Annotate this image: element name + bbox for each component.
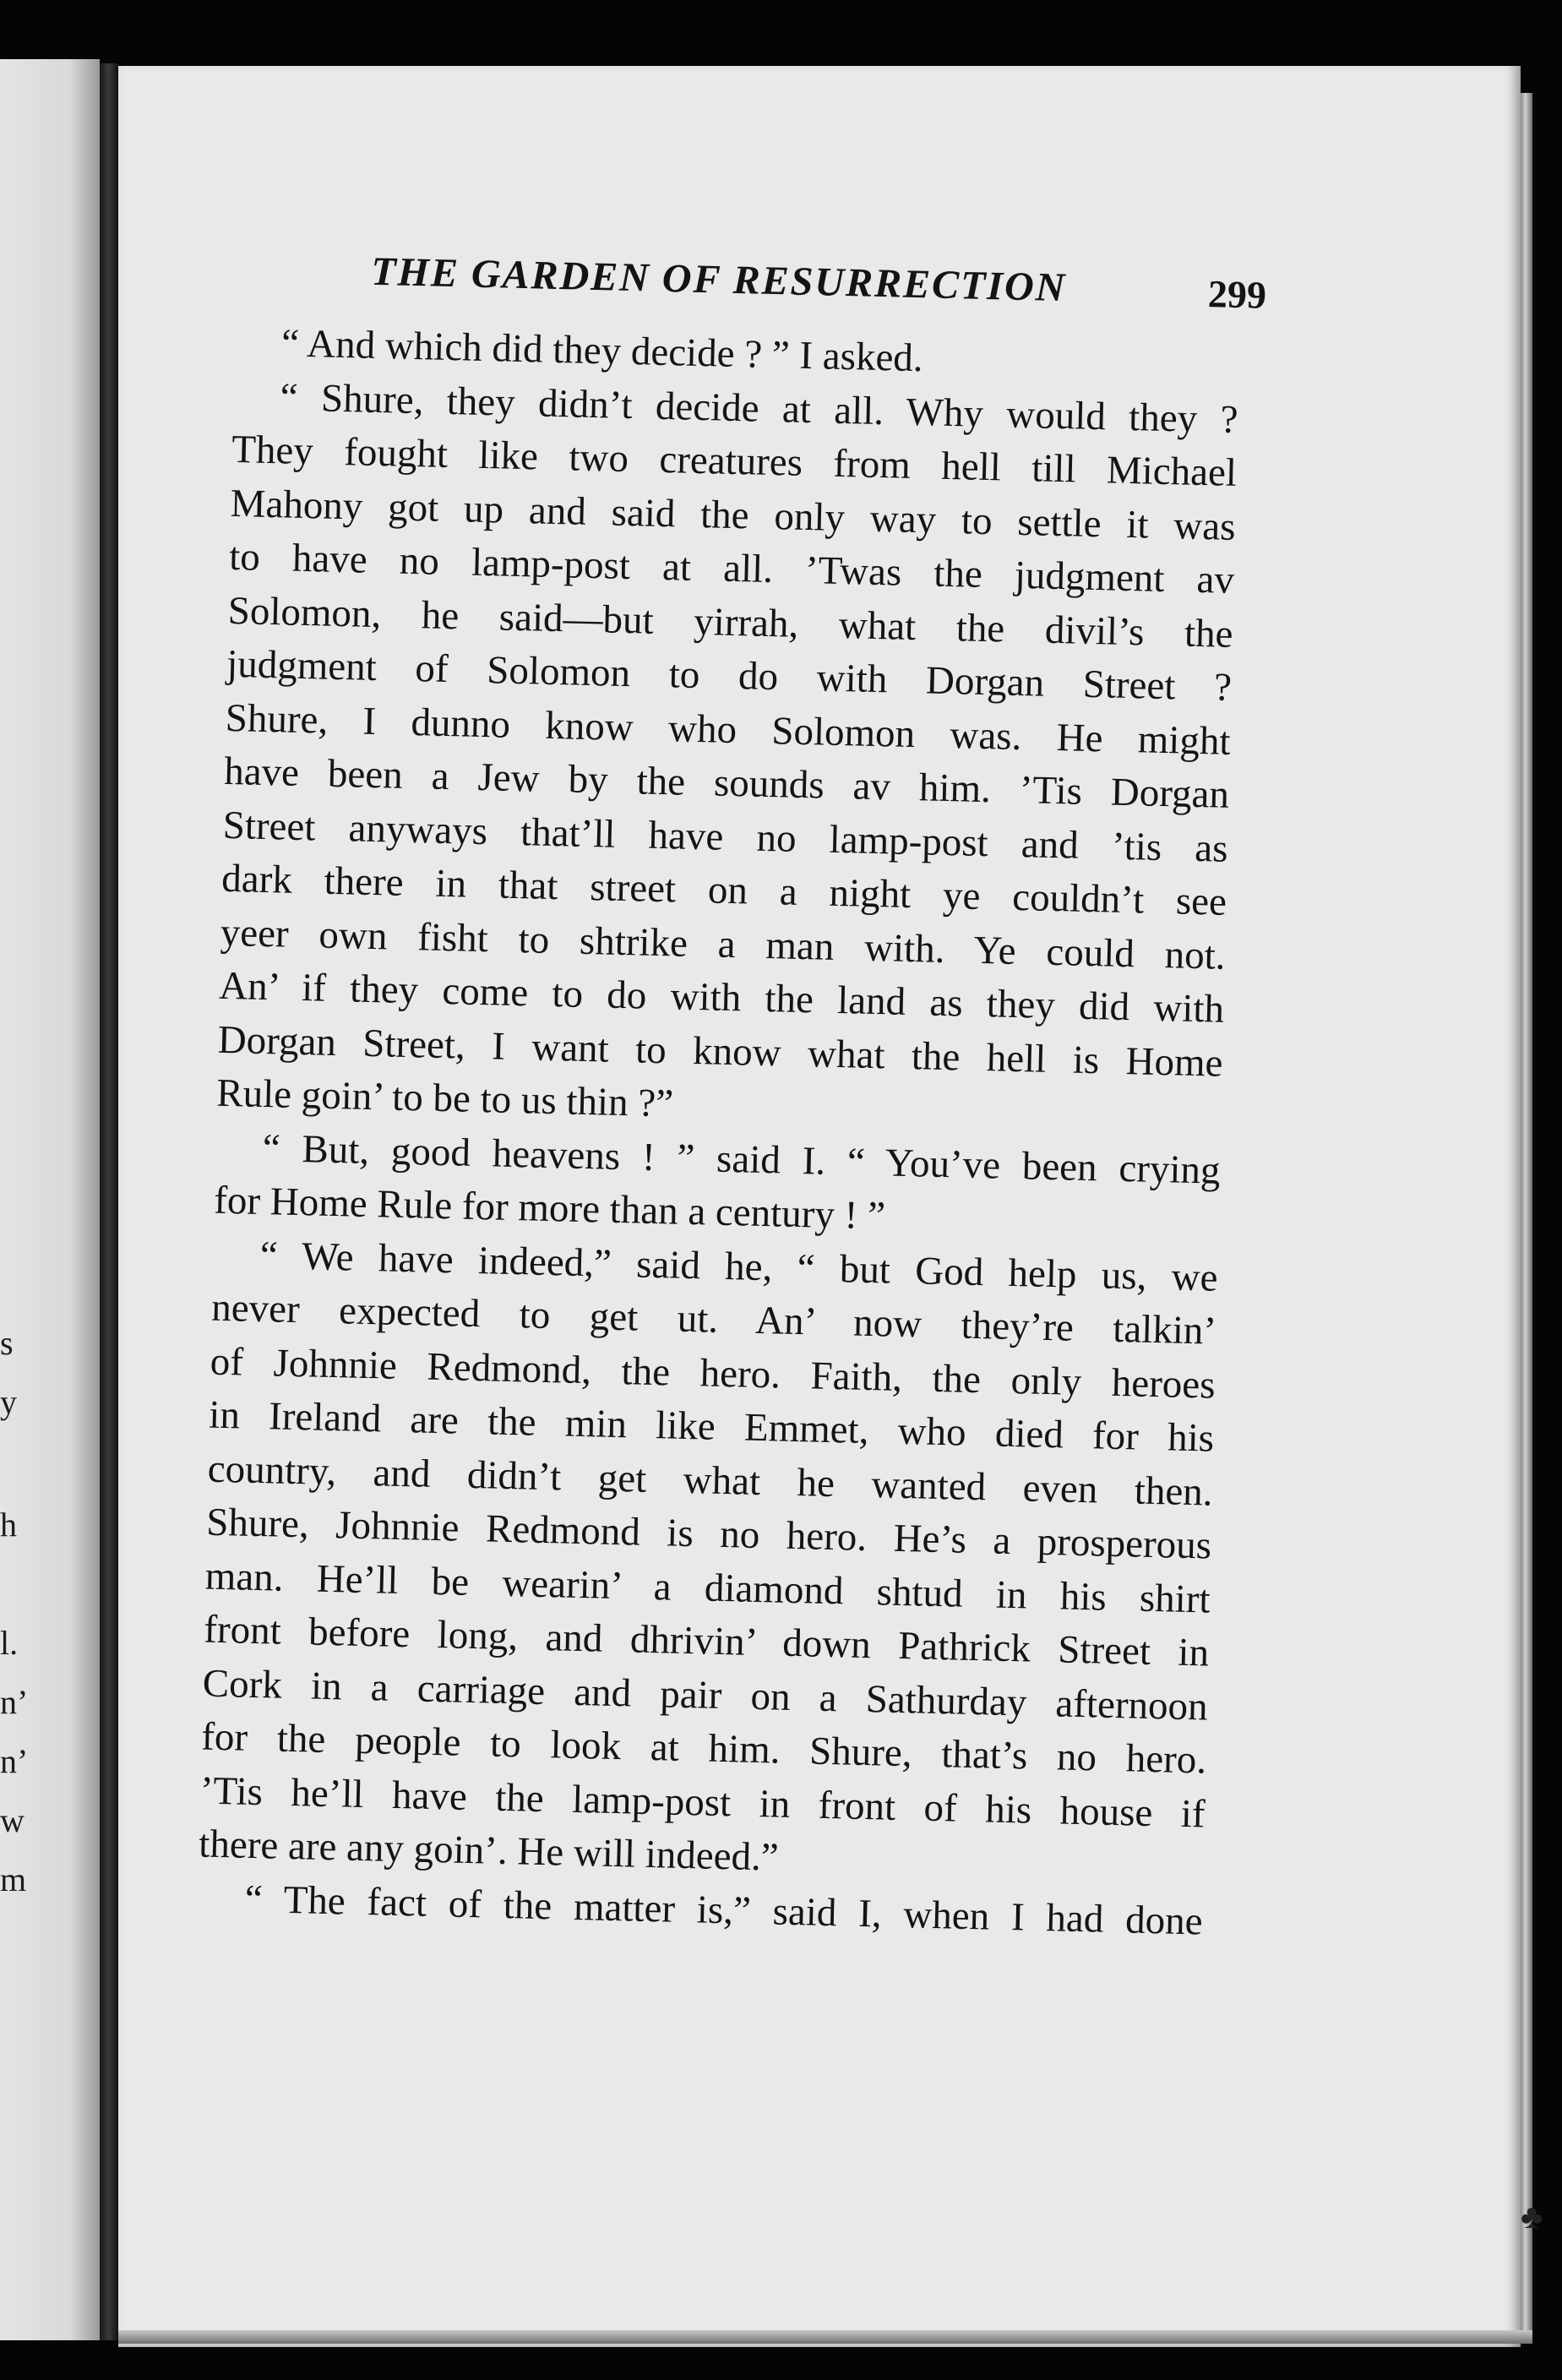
page-text xyxy=(197,245,1267,1948)
margin-fragment: w xyxy=(0,1801,24,1839)
text-line: Shure, I dunno know who Solomon was. He might xyxy=(225,695,1232,764)
running-title: THE GARDEN OF RESURRECTION xyxy=(370,248,1068,311)
text-line: Mahony got up and said the only way to settle it was xyxy=(230,481,1237,549)
text-line: yeer own fisht to shtrike a man with. Ye could not. xyxy=(220,910,1227,978)
facing-page-edge xyxy=(0,59,100,2340)
text-line: for the people to look at him. Shure, that’s no hero. xyxy=(200,1714,1207,1783)
text-line: of Johnnie Redmond, the hero. Faith, the only heroes xyxy=(210,1339,1216,1408)
text-line: “ But, good heavens ! ” said I. “ You’ve been crying xyxy=(262,1125,1222,1193)
text-line: Cork in a carriage and pair on a Sathurday afternoon xyxy=(202,1661,1209,1729)
page-edge-right xyxy=(1521,93,1532,2332)
text-line: there are any goin’. He will indeed.” xyxy=(198,1822,780,1880)
text-line: “ The fact of the matter is,” said I, when I had done xyxy=(244,1876,1204,1943)
text-line: “ Shure, they didn’t decide at all. Why would they ? xyxy=(280,374,1239,442)
text-line: Rule goin’ to be to us thin ?” xyxy=(215,1070,674,1126)
text-line: front before long, and dhrivin’ down Pathrick Street in xyxy=(203,1607,1210,1675)
text-line: “ And which did they decide ? ” I asked. xyxy=(280,321,924,381)
margin-fragment: n’ xyxy=(0,1683,29,1721)
text-line: “ We have indeed,” said he, “ but God help us, we xyxy=(259,1233,1219,1300)
text-line: have been a Jew by the sounds av him. ’Tis Dorgan xyxy=(223,749,1230,817)
margin-fragment: y xyxy=(0,1383,17,1421)
book-gutter xyxy=(100,63,118,2340)
margin-fragment: h xyxy=(0,1506,17,1544)
margin-fragment: s xyxy=(0,1324,14,1362)
text-line: An’ if they come to do with the land as they did with xyxy=(218,963,1225,1032)
page-number: 299 xyxy=(1207,272,1267,317)
text-line: Street anyways that’ll have no lamp-post and ’tis as xyxy=(222,803,1229,871)
text-line: Solomon, he said—but yirrah, what the divil’s the xyxy=(227,588,1234,656)
corner-mark: ♣ xyxy=(1521,2198,1543,2236)
text-line: Shure, Johnnie Redmond is no hero. He’s a prosperous xyxy=(205,1500,1212,1568)
text-line: Dorgan Street, I want to know what the hell is Home xyxy=(217,1017,1224,1086)
text-line: country, and didn’t get what he wanted even then. xyxy=(207,1446,1214,1515)
text-line: dark there in that street on a night ye couldn’t see xyxy=(220,856,1227,924)
text-line: ’Tis he’ll have the lamp-post in front of his house if xyxy=(199,1767,1206,1837)
text-line: judgment of Solomon to do with Dorgan Street ? xyxy=(226,641,1233,710)
text-line: in Ireland are the min like Emmet, who died for his xyxy=(208,1392,1215,1461)
text-line: for Home Rule for more than a century ! ” xyxy=(213,1178,886,1239)
text-line: never expected to get ut. An’ now they’re talkin’ xyxy=(210,1285,1217,1353)
margin-fragment: n’ xyxy=(0,1742,29,1780)
page-edge-bottom xyxy=(118,2330,1532,2344)
body-text xyxy=(197,316,1240,1949)
margin-fragment: l. xyxy=(0,1624,19,1662)
text-line: man. He’ll be wearin’ a diamond shtud in his shirt xyxy=(204,1554,1211,1622)
text-line: to have no lamp-post at all. ’Twas the judgment av xyxy=(228,534,1235,602)
text-line: They fought like two creatures from hell till Michael xyxy=(231,427,1238,495)
margin-fragment: m xyxy=(0,1860,27,1898)
